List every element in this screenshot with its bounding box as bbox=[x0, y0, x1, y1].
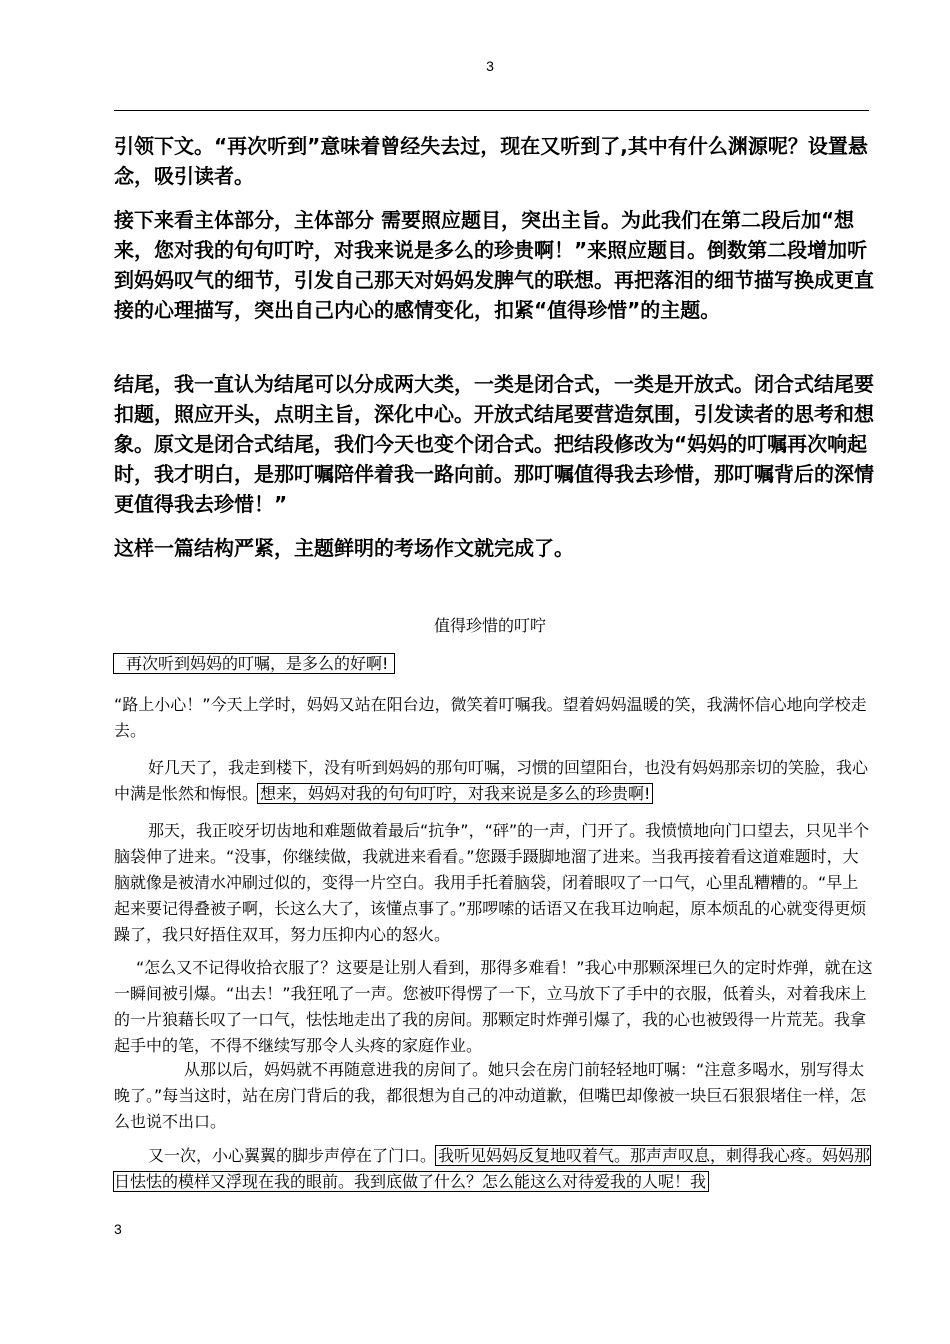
boxed-opening-sentence: 再次听到妈妈的叮嘱，是多么的好啊! bbox=[114, 654, 394, 673]
commentary-paragraph-4: 这样一篇结构严紧，主题鲜明的考场作文就完成了。 bbox=[114, 536, 574, 560]
boxed-added-sentence: 想来，妈妈对我的句句叮咛，对我来说是多么的珍贵啊! bbox=[260, 784, 651, 803]
essay-paragraph-2-lead: 好几天了，我走到楼下， bbox=[148, 758, 325, 777]
essay-paragraph-4: “怎么又不记得收拾衣服了？这要是让别人看到，那得多难看！”我心中那颗深埋已久的定时炸弹，就在这一瞬间被引爆。“出去！”我狂吼了一声。您被吓得愣了一下，立马放下了手中的衣服，低着头，对着我床上的一片狼藉长叹了一口气，怯怯地走出了我的房间。那颗定时炸弹引爆了，我的心也被毁得一片荒芜。我拿起手中的笔，不得不继续写那令人头疼的家庭作业。 bbox=[114, 958, 873, 1055]
essay-opening bbox=[114, 651, 874, 677]
essay-paragraph-1: “路上小心！”今天上学时，妈妈又站在阳台边，微笑着叮嘱我。望着妈妈温暖的笑，我满怀信心地向学校走去。 bbox=[114, 695, 867, 740]
boxed-sigh-detail: 我听见妈妈反复地叹着气。那声声叹息，刺得我心疼。妈妈那日怯怯的模样又浮现在我的眼前。我到底做了什么？怎么能这么对待爱我的人呢！我 bbox=[114, 1146, 871, 1191]
commentary-paragraph-1: 引领下文。“再次听到”意味着曾经失去过，现在又听到了,其中有什么渊源呢？设置悬念，吸引读者。 bbox=[114, 134, 868, 188]
page-number-top: 3 bbox=[486, 58, 494, 74]
commentary-paragraph-2: 接下来看主体部分，主体部分 需要照应题目，突出主旨。为此我们在第二段后加“想来，您对我的句句叮咛，对我来说是多么的珍贵啊！”来照应题目。倒数第二段增加听到妈妈叹气的细节，引发自己那天对妈妈发脾气的联想。再把落泪的细节描写换成更直接的心理描写，突出自己内心的感情变化，扣紧“值得珍惜”的主题。 bbox=[114, 208, 874, 322]
commentary-paragraph-3: 结尾，我一直认为结尾可以分成两大类，一类是闭合式，一类是开放式。闭合式结尾要扣题，照应开头，点明主旨，深化中心。开放式结尾要营造氛围，引发读者的思考和想象。原文是闭合式结尾，我们今天也变个闭合式。把结段修改为“妈妈的叮嘱再次响起时，我才明白，是那叮嘱陪伴着我一路向前。那叮嘱值得我去珍惜，那叮嘱背后的深情更值得我去珍惜！” bbox=[114, 372, 874, 516]
essay-title: 值得珍惜的叮咛 bbox=[433, 616, 546, 635]
essay-paragraph-6-lead: 又一次，小心翼翼的脚步声停在了门口。 bbox=[148, 1146, 437, 1165]
essay-paragraph-2 bbox=[114, 755, 874, 807]
essay-paragraph-6 bbox=[114, 1143, 874, 1195]
header-rule bbox=[114, 110, 869, 111]
essay-paragraph-5: 从那以后，妈妈就不再随意进我的房间了。她只会在房门前轻轻地叮嘱：“注意多喝水，别写得太晚了。”每当这时，站在房门背后的我，都很想为自己的冲动道歉，但嘴巴却像被一块巨石狠狠堵住一样，怎么也说不出口。 bbox=[114, 1060, 867, 1131]
essay-paragraph-3: 那天，我正咬牙切齿地和难题做着最后“抗争”，“砰”的一声，门开了。我愤愤地向门口望去，只见半个脑袋伸了进来。“没事，你继续做，我就进来看看。”您蹑手蹑脚地溜了进来。当我再接着看这道难题时，大脑就像是被清水冲刷过似的，变得一片空白。我用手托着脑袋，闭着眼叹了一口气，心里乱糟糟的。“早上起来要记得叠被子啊，长这么大了，该懂点事了。”那啰嗦的话语又在我耳边响起，原本烦乱的心就变得更烦躁了，我只好捂住双耳，努力压抑内心的怒火。 bbox=[114, 821, 870, 944]
essay-paragraph-2-body: 没有听到妈妈的那句叮嘱，习惯的回望阳台，也没有妈妈那亲切的笑脸，我心中满是怅然和悔恨。 bbox=[114, 758, 869, 803]
page-number-bottom: 3 bbox=[114, 1221, 122, 1237]
